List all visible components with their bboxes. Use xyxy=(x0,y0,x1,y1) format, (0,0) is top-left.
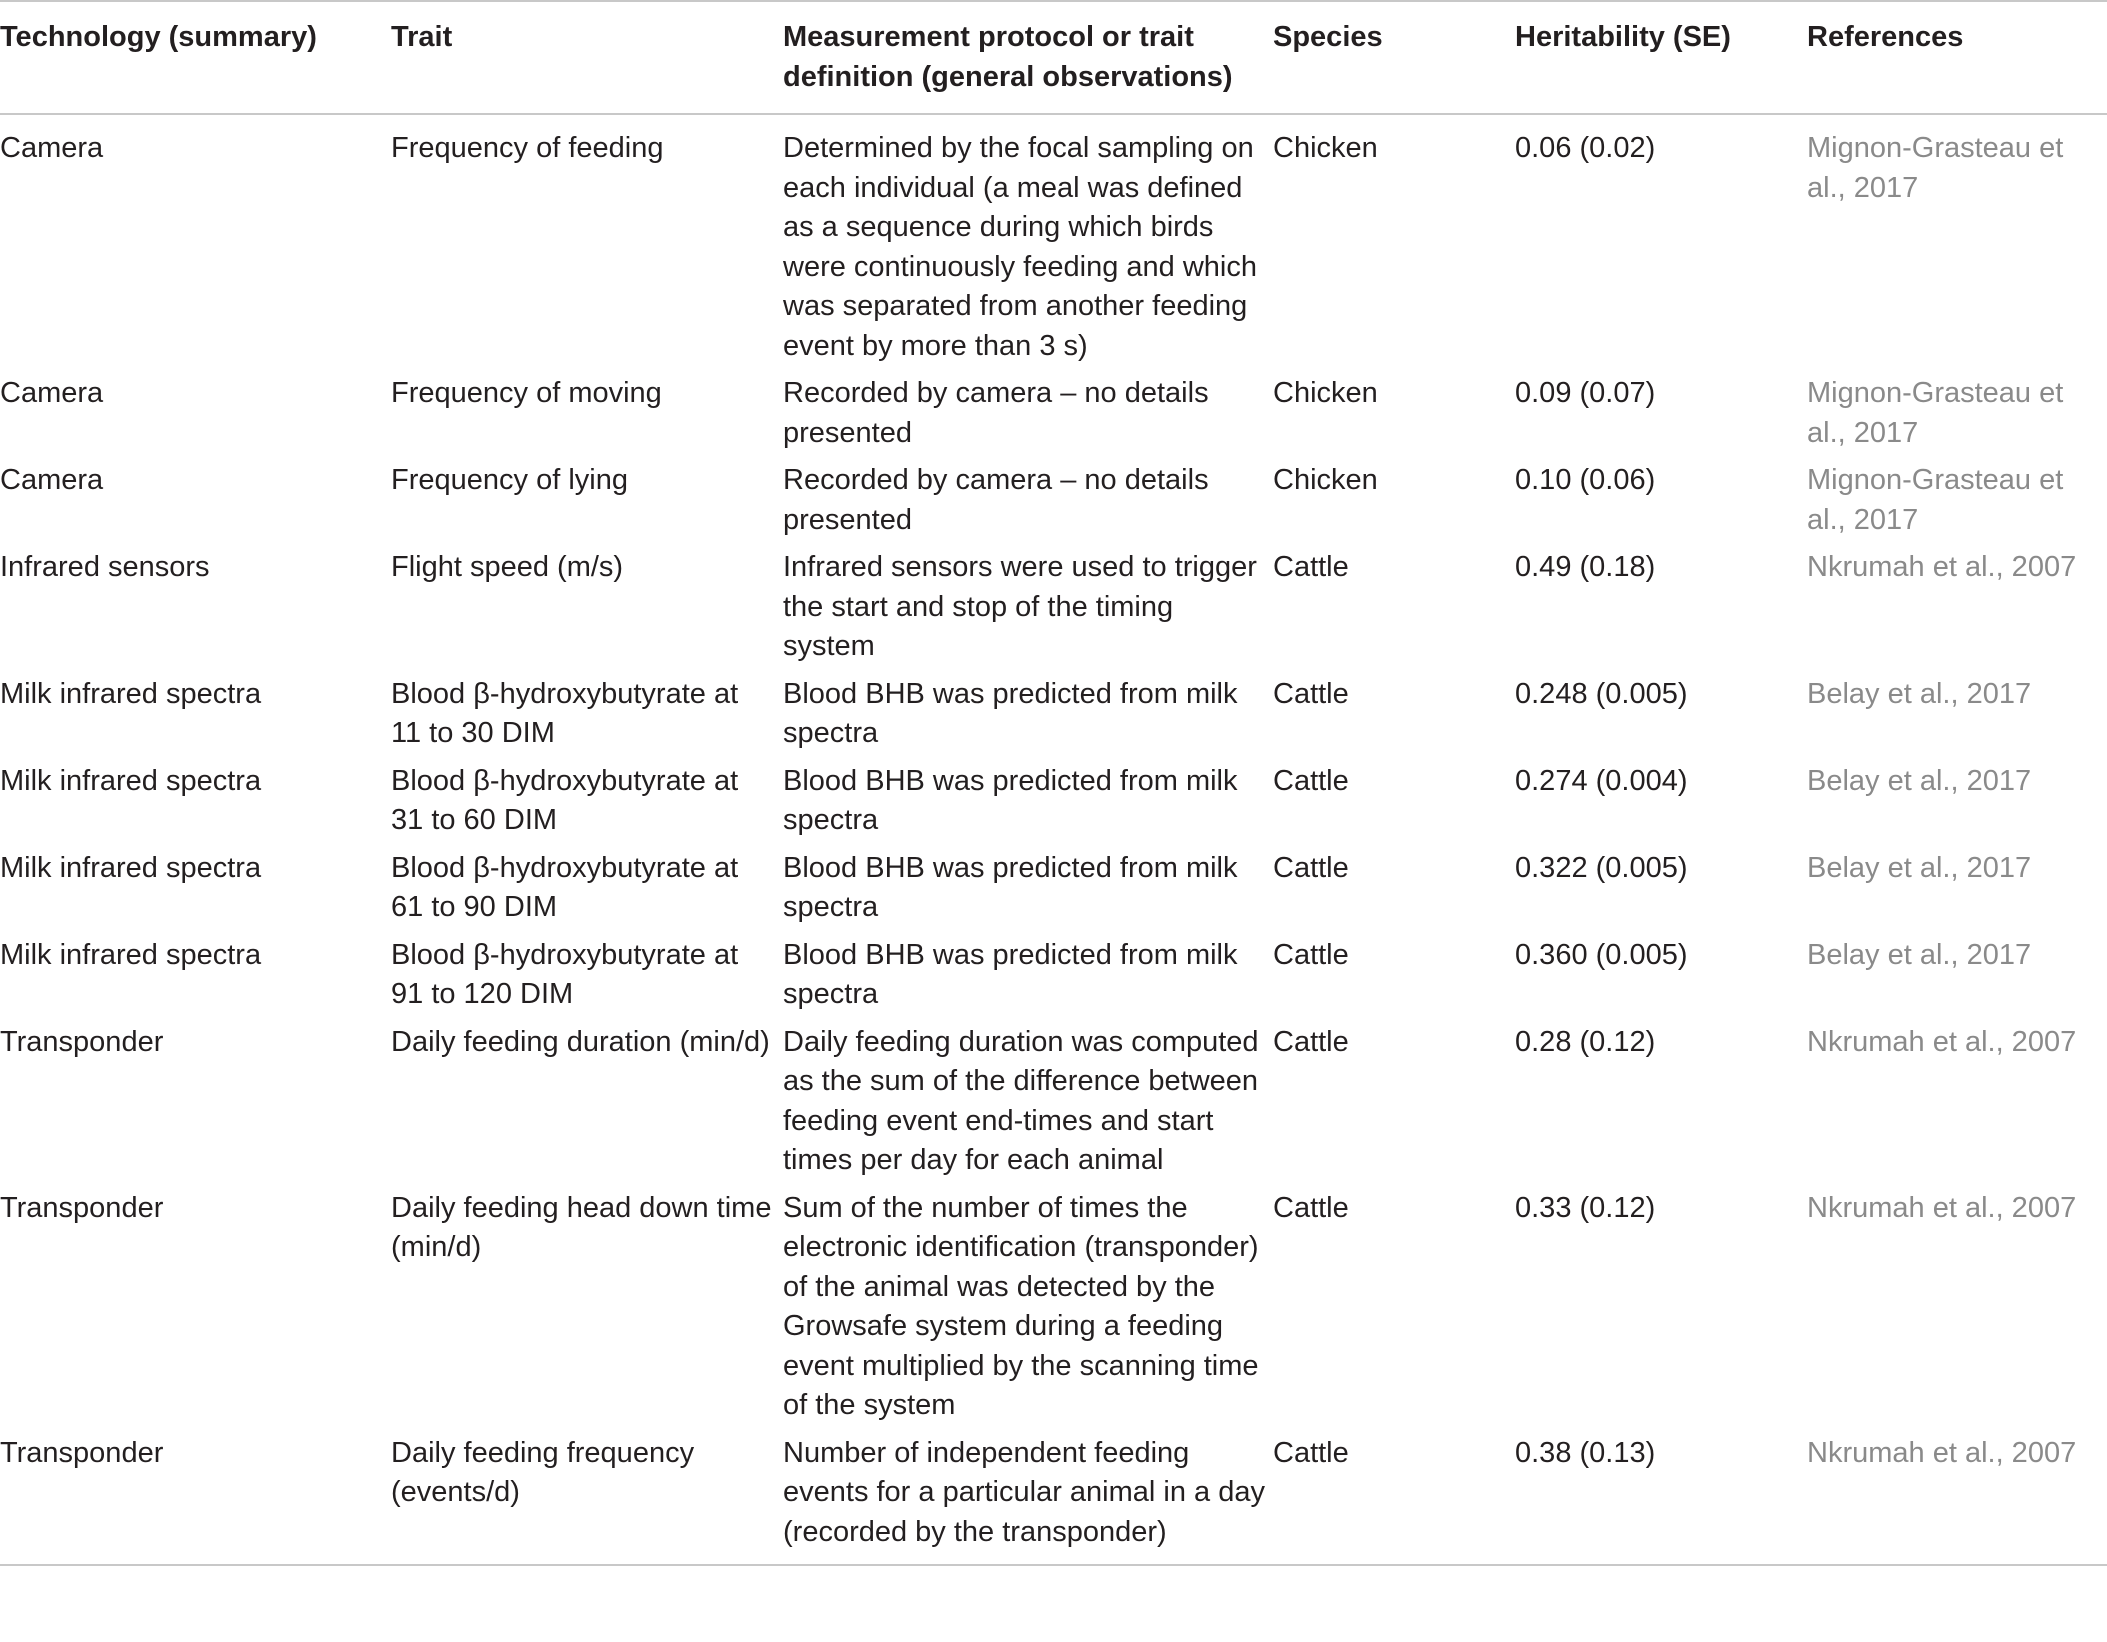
cell-trait: Blood β-hydroxybutyrate at 61 to 90 DIM xyxy=(391,851,739,923)
cell-protocol: Sum of the number of times the electronic identification (transponder) of the animal was detected by the Growsafe system during a feeding event multiplied by the scanning time of the system xyxy=(783,1191,1259,1421)
table-row xyxy=(0,370,2107,457)
cell-protocol: Daily feeding duration was computed as the sum of the difference between feeding event end-times and start times per day for each animal xyxy=(783,1025,1259,1176)
table-row xyxy=(0,544,2107,671)
cell-technology: Camera xyxy=(0,132,104,164)
cell-species: Cattle xyxy=(1273,677,1349,710)
table-row xyxy=(0,1185,2107,1430)
cell-trait: Daily feeding head down time (min/d) xyxy=(391,1191,772,1263)
cell-reference-link[interactable]: Mignon-Grasteau et al., 2017 xyxy=(1807,377,2064,449)
header-species: Species xyxy=(1273,21,1383,53)
cell-species: Chicken xyxy=(1273,132,1378,164)
cell-trait: Frequency of feeding xyxy=(391,132,664,164)
table-body xyxy=(0,114,2107,1565)
cell-trait: Frequency of moving xyxy=(391,377,662,409)
cell-protocol: Blood BHB was predicted from milk spectra xyxy=(783,677,1238,749)
table-row xyxy=(0,1430,2107,1566)
cell-species: Cattle xyxy=(1273,1436,1349,1469)
header-trait: Trait xyxy=(391,21,453,53)
header-row xyxy=(0,1,2107,114)
cell-trait: Blood β-hydroxybutyrate at 11 to 30 DIM xyxy=(391,677,739,749)
cell-reference-link[interactable]: Mignon-Grasteau et al., 2017 xyxy=(1807,464,2064,536)
cell-species: Cattle xyxy=(1273,851,1349,884)
cell-heritability: 0.360 (0.005) xyxy=(1515,938,1688,971)
cell-technology: Milk infrared spectra xyxy=(0,764,262,797)
table-row xyxy=(0,114,2107,370)
cell-trait: Frequency of lying xyxy=(391,464,628,496)
cell-reference-link[interactable]: Nkrumah et al., 2007 xyxy=(1807,1025,2077,1058)
table-row xyxy=(0,671,2107,758)
cell-protocol: Recorded by camera – no details presented xyxy=(783,464,1209,536)
cell-heritability: 0.09 (0.07) xyxy=(1515,377,1656,409)
cell-technology: Camera xyxy=(0,377,104,409)
cell-reference-link[interactable]: Nkrumah et al., 2007 xyxy=(1807,1191,2077,1224)
cell-heritability: 0.274 (0.004) xyxy=(1515,764,1688,797)
header-protocol: Measurement protocol or trait definition (general observations) xyxy=(783,21,1233,93)
cell-protocol: Blood BHB was predicted from milk spectra xyxy=(783,764,1238,836)
cell-trait: Flight speed (m/s) xyxy=(391,551,624,583)
cell-trait: Blood β-hydroxybutyrate at 31 to 60 DIM xyxy=(391,764,739,836)
cell-heritability: 0.49 (0.18) xyxy=(1515,551,1656,583)
cell-technology: Transponder xyxy=(0,1191,164,1224)
cell-reference-link[interactable]: Belay et al., 2017 xyxy=(1807,938,2032,971)
header-technology: Technology (summary) xyxy=(0,21,317,53)
table-header xyxy=(0,1,2107,114)
cell-species: Chicken xyxy=(1273,464,1378,496)
table-row xyxy=(0,845,2107,932)
cell-heritability: 0.248 (0.005) xyxy=(1515,677,1688,710)
cell-species: Cattle xyxy=(1273,764,1349,797)
cell-technology: Transponder xyxy=(0,1025,164,1058)
cell-heritability: 0.38 (0.13) xyxy=(1515,1436,1656,1469)
table-row xyxy=(0,457,2107,544)
table-row xyxy=(0,758,2107,845)
cell-technology: Camera xyxy=(0,464,104,496)
table-row xyxy=(0,1019,2107,1185)
cell-heritability: 0.28 (0.12) xyxy=(1515,1025,1656,1058)
cell-species: Chicken xyxy=(1273,377,1378,409)
cell-technology: Transponder xyxy=(0,1436,164,1469)
cell-species: Cattle xyxy=(1273,551,1349,583)
cell-protocol: Infrared sensors were used to trigger the start and stop of the timing system xyxy=(783,551,1257,662)
cell-protocol: Blood BHB was predicted from milk spectra xyxy=(783,851,1238,923)
cell-heritability: 0.322 (0.005) xyxy=(1515,851,1688,884)
header-heritability: Heritability (SE) xyxy=(1515,21,1731,53)
cell-reference-link[interactable]: Nkrumah et al., 2007 xyxy=(1807,551,2077,583)
cell-protocol: Blood BHB was predicted from milk spectra xyxy=(783,938,1238,1010)
cell-technology: Milk infrared spectra xyxy=(0,938,262,971)
cell-reference-link[interactable]: Belay et al., 2017 xyxy=(1807,764,2032,797)
table-row xyxy=(0,932,2107,1019)
cell-heritability: 0.33 (0.12) xyxy=(1515,1191,1656,1224)
cell-reference-link[interactable]: Belay et al., 2017 xyxy=(1807,677,2032,710)
cell-species: Cattle xyxy=(1273,938,1349,971)
cell-protocol: Recorded by camera – no details presented xyxy=(783,377,1209,449)
cell-species: Cattle xyxy=(1273,1191,1349,1224)
cell-trait: Blood β-hydroxybutyrate at 91 to 120 DIM xyxy=(391,938,739,1010)
cell-protocol: Number of independent feeding events for a particular animal in a day (recorded by the transponder) xyxy=(783,1436,1265,1548)
cell-technology: Infrared sensors xyxy=(0,551,210,583)
header-references: References xyxy=(1807,21,1964,53)
cell-trait: Daily feeding frequency (events/d) xyxy=(391,1436,695,1508)
cell-reference-link[interactable]: Mignon-Grasteau et al., 2017 xyxy=(1807,132,2064,204)
cell-heritability: 0.10 (0.06) xyxy=(1515,464,1656,496)
cell-species: Cattle xyxy=(1273,1025,1349,1058)
cell-technology: Milk infrared spectra xyxy=(0,677,262,710)
cell-protocol: Determined by the focal sampling on each individual (a meal was defined as a sequence during which birds were continuously feeding and which was separated from another feeding event by more than 3 s) xyxy=(783,132,1257,362)
cell-trait: Daily feeding duration (min/d) xyxy=(391,1025,770,1058)
cell-reference-link[interactable]: Belay et al., 2017 xyxy=(1807,851,2032,884)
cell-heritability: 0.06 (0.02) xyxy=(1515,132,1656,164)
cell-reference-link[interactable]: Nkrumah et al., 2007 xyxy=(1807,1436,2077,1469)
cell-technology: Milk infrared spectra xyxy=(0,851,262,884)
